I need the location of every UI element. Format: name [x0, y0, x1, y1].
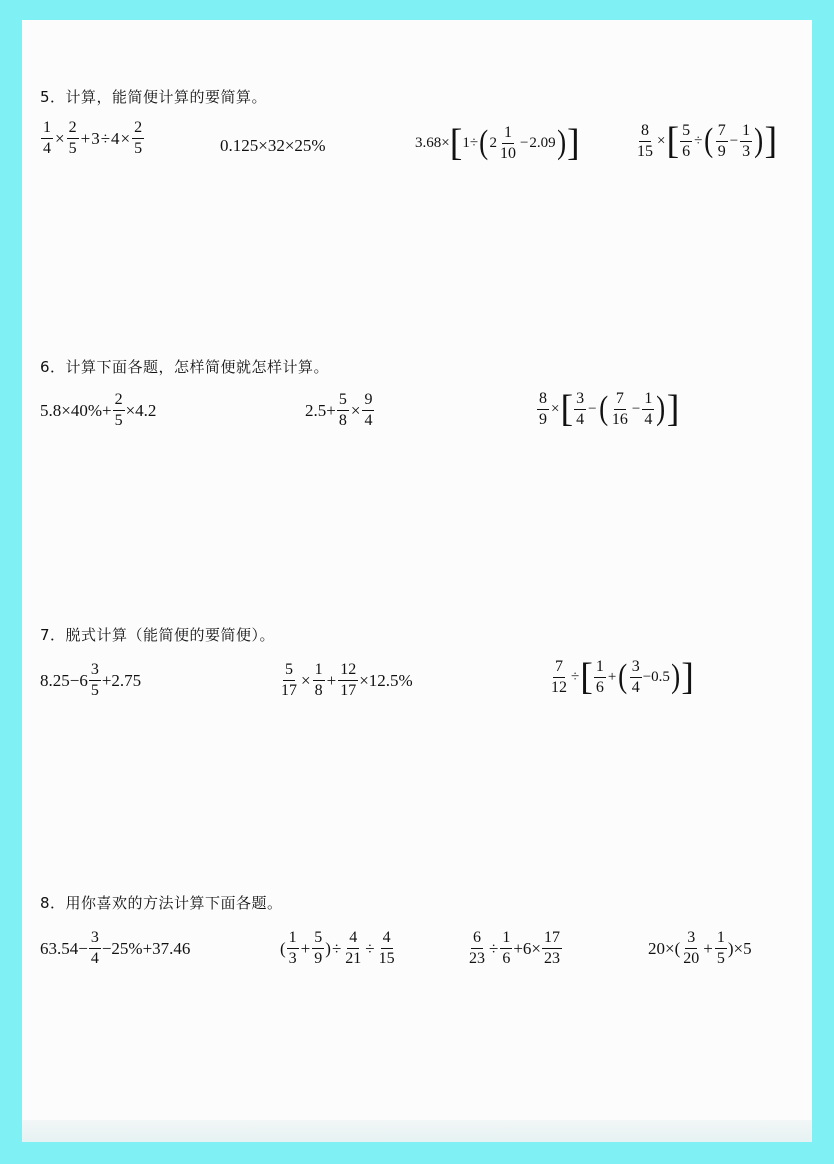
denominator: 4 — [364, 412, 373, 429]
expression-text: 3.68× — [415, 134, 450, 151]
denominator: 6 — [502, 950, 511, 967]
paren: ) — [556, 124, 566, 161]
operator: × — [120, 128, 131, 148]
numerator: 3 — [630, 659, 642, 678]
numerator: 3 — [89, 930, 101, 949]
numerator: 7 — [553, 659, 565, 678]
operator: + — [703, 938, 713, 958]
fraction — [574, 391, 586, 428]
numerator: 8 — [639, 123, 651, 142]
paren: ( — [479, 124, 489, 161]
denominator: 15 — [378, 950, 395, 967]
operator: ÷ — [100, 128, 111, 148]
denominator: 9 — [539, 410, 547, 428]
fraction — [362, 392, 374, 429]
expression-text: 63.54− — [40, 938, 88, 958]
fraction — [312, 930, 324, 967]
denominator: 4 — [644, 410, 653, 428]
fraction — [740, 123, 752, 160]
problem-8-4 — [648, 930, 752, 967]
numerator: 2 — [132, 120, 144, 139]
problem-6-2 — [305, 392, 375, 429]
fraction — [132, 120, 144, 157]
operator: × — [350, 400, 361, 420]
numerator: 5 — [283, 662, 295, 681]
paren: ) — [754, 122, 764, 159]
operator: ÷ — [365, 938, 375, 958]
section-8-heading: 8．用你喜欢的方法计算下面各题。 — [40, 894, 283, 912]
denominator: 9 — [717, 142, 726, 160]
numerator: 1 — [500, 930, 512, 949]
expression-text: ×4.2 — [125, 400, 157, 420]
denominator: 4 — [90, 950, 99, 967]
mixed-number — [489, 125, 519, 162]
numerator: 8 — [537, 391, 549, 410]
fraction — [594, 659, 606, 696]
expression-text: 2.5+ — [305, 400, 336, 420]
operator: × — [55, 128, 65, 148]
bracket: ] — [681, 656, 694, 698]
expression-text: +6× — [513, 938, 542, 958]
numerator: 3 — [89, 662, 101, 681]
fraction — [377, 930, 397, 967]
problem-8-1 — [40, 930, 190, 967]
numerator: 1 — [594, 659, 606, 678]
denominator: 4 — [576, 410, 585, 428]
denominator: 21 — [345, 950, 362, 967]
number: 2.09 — [529, 134, 556, 151]
operator: × — [301, 670, 311, 690]
denominator: 17 — [340, 682, 357, 699]
bracket: [ — [666, 120, 680, 162]
numerator: 1 — [642, 391, 654, 410]
denominator: 10 — [499, 144, 516, 162]
expression-text: ×12.5% — [359, 670, 413, 690]
fraction — [41, 120, 53, 157]
expression-text: +2.75 — [101, 670, 142, 690]
numerator: 5 — [312, 930, 324, 949]
bracket: ] — [764, 120, 778, 162]
expression-text: −0.5 — [642, 668, 670, 685]
denominator: 5 — [716, 950, 725, 967]
expression-text: −25%+37.46 — [101, 938, 191, 958]
number: 4 — [111, 128, 120, 148]
numerator: 7 — [716, 123, 728, 142]
numerator: 2 — [113, 392, 125, 411]
numerator: 3 — [574, 391, 586, 410]
denominator: 12 — [551, 678, 567, 696]
denominator: 4 — [43, 140, 51, 157]
operator: ÷ — [331, 938, 342, 958]
fraction — [549, 659, 569, 696]
denominator: 6 — [595, 678, 604, 696]
operator: + — [326, 670, 337, 690]
operator: ÷ — [694, 132, 703, 149]
operator: − — [588, 400, 597, 417]
denominator: 17 — [281, 682, 297, 699]
denominator: 3 — [742, 142, 751, 160]
fraction — [113, 392, 125, 429]
denominator: 4 — [631, 678, 640, 696]
fraction — [681, 930, 701, 967]
fraction — [642, 391, 654, 428]
numerator: 1 — [41, 120, 53, 139]
fraction — [542, 930, 562, 967]
numerator: 4 — [347, 930, 359, 949]
numerator: 17 — [542, 930, 562, 949]
problem-5-1 — [40, 120, 145, 157]
denominator: 6 — [682, 142, 691, 160]
denominator: 5 — [134, 140, 143, 157]
section-6-heading: 6．计算下面各题，怎样简便就怎样计算。 — [40, 358, 330, 376]
denominator: 8 — [338, 412, 347, 429]
numerator: 6 — [471, 930, 483, 949]
denominator: 20 — [683, 950, 700, 967]
paren: ( — [704, 122, 714, 159]
bracket: ] — [566, 122, 580, 164]
operator: × — [551, 400, 560, 417]
fraction — [67, 120, 79, 157]
paren: ( — [598, 390, 608, 427]
fraction — [498, 125, 518, 162]
numerator: 5 — [337, 392, 349, 411]
fraction — [287, 930, 299, 967]
problem-8-3 — [466, 930, 563, 967]
expression-text: 1÷ — [462, 134, 479, 151]
denominator: 3 — [288, 950, 297, 967]
bracket: [ — [580, 656, 593, 698]
expression-text: 0.125×32×25% — [220, 136, 326, 155]
operator: ÷ — [571, 668, 580, 685]
expression-text: 8.25−6 — [40, 670, 88, 690]
numerator: 4 — [381, 930, 393, 949]
numerator: 3 — [685, 930, 697, 949]
problem-7-3 — [548, 658, 694, 696]
fraction — [313, 662, 325, 699]
problem-6-1 — [40, 392, 156, 429]
denominator: 8 — [314, 682, 323, 699]
operator: − — [519, 134, 529, 151]
numerator: 9 — [362, 392, 374, 411]
section-5-heading: 5．计算，能简便计算的要简算。 — [40, 88, 268, 106]
paren: ) — [325, 938, 331, 958]
denominator: 15 — [637, 142, 653, 160]
denominator: 16 — [611, 410, 628, 428]
worksheet-page — [22, 20, 812, 1142]
bracket: [ — [560, 388, 574, 430]
expression-text: 5.8×40%+ — [40, 400, 112, 420]
operator: + — [80, 128, 91, 148]
problem-5-4 — [634, 122, 777, 160]
expression-text: )×5 — [727, 938, 752, 958]
operator: + — [300, 938, 311, 958]
fraction — [715, 930, 727, 967]
fraction — [467, 930, 487, 967]
fraction — [500, 930, 512, 967]
fraction — [610, 391, 630, 428]
denominator: 9 — [314, 950, 323, 967]
numerator: 7 — [614, 391, 626, 410]
denominator: 5 — [90, 682, 99, 699]
problem-6-3 — [536, 390, 679, 428]
paren: ) — [671, 658, 681, 695]
paren: ) — [656, 390, 666, 427]
numerator: 1 — [502, 125, 514, 144]
section-7-heading: 7．脱式计算（能简便的要简便）。 — [40, 626, 276, 644]
denominator: 5 — [114, 412, 123, 429]
operator: ÷ — [489, 938, 499, 958]
denominator: 5 — [68, 140, 77, 157]
operator: × — [657, 132, 666, 149]
problem-7-2 — [278, 662, 413, 699]
numerator: 1 — [715, 930, 727, 949]
fraction — [716, 123, 728, 160]
fraction — [337, 392, 349, 429]
numerator: 1 — [740, 123, 752, 142]
paren: ( — [280, 938, 286, 958]
problem-5-3 — [415, 124, 580, 162]
problem-8-2 — [280, 930, 398, 967]
denominator: 23 — [544, 950, 561, 967]
bracket: [ — [449, 122, 463, 164]
numerator: 12 — [338, 662, 358, 681]
fraction — [537, 391, 549, 428]
problem-7-1 — [40, 662, 141, 699]
operator: − — [729, 132, 739, 149]
operator: + — [607, 668, 617, 685]
number: 3 — [91, 128, 100, 148]
expression-text: 20×( — [648, 938, 681, 958]
fraction — [279, 662, 299, 699]
numerator: 1 — [313, 662, 325, 681]
operator: − — [631, 400, 641, 417]
numerator: 5 — [680, 123, 692, 142]
problem-5-2 — [220, 136, 326, 156]
numerator: 2 — [67, 120, 79, 139]
denominator: 23 — [469, 950, 485, 967]
fraction — [680, 123, 692, 160]
fraction — [89, 930, 101, 967]
bracket: ] — [666, 388, 680, 430]
numerator: 1 — [287, 930, 299, 949]
fraction — [89, 662, 101, 699]
fraction — [338, 662, 358, 699]
fraction — [343, 930, 363, 967]
fraction — [635, 123, 655, 160]
paren: ( — [618, 658, 628, 695]
whole: 2 — [489, 134, 497, 151]
fraction — [630, 659, 642, 696]
page-bottom-edge — [22, 1120, 812, 1142]
